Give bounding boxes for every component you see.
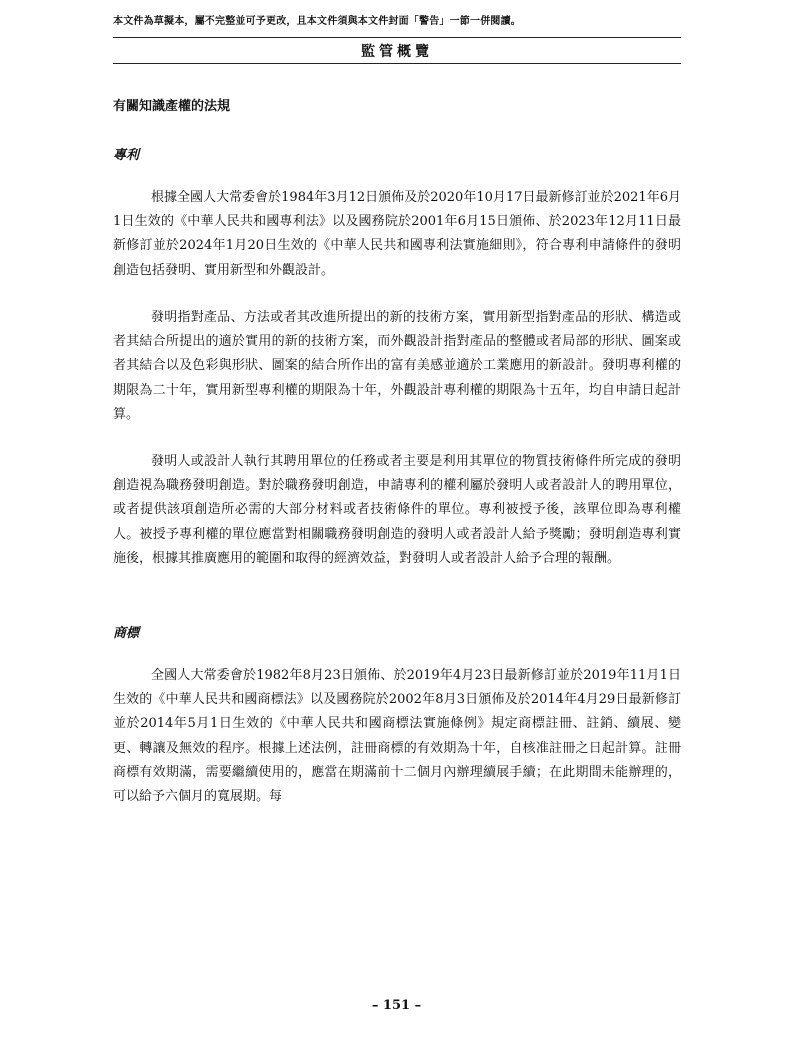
patent-heading: 專利 bbox=[113, 148, 140, 163]
draft-notice: 本文件為草擬本，屬不完整並可予更改，且本文件須與本文件封面「警告」一節一併閱讀。 bbox=[113, 16, 521, 27]
trademark-paragraph-1: 全國人大常委會於1982年8月23日頒佈、於2019年4月23日最新修訂並於2019年11月1日生效的《中華人民共和國商標法》以及國務院於2002年8月3日頒佈及於2014年4月29日最新修訂並於2014年5月1日生效的《中華人民共和國商標法實施條例》規定商標註冊、註銷、續展、變更、轉讓及無效的程序。根據上述法例，註冊商標的有效期為十年，自核准註冊之日起計算。註冊商標有效期滿，需要繼續使用的，應當在期滿前十二個月內辦理續展手續；在此期間未能辦理的，可以給予六個月的寬展期。每 bbox=[113, 668, 681, 805]
page-number: – 151 – bbox=[371, 998, 422, 1013]
section-heading: 有關知識產權的法規 bbox=[113, 99, 231, 114]
header-rule-bottom bbox=[113, 63, 681, 64]
patent-paragraph-1: 根據全國人大常委會於1984年3月12日頒佈及於2020年10月17日最新修訂並於2021年6月1日生效的《中華人民共和國專利法》以及國務院於2001年6月15日頒佈、於2023年12月11日最新修訂並於2024年1月20日生效的《中華人民共和國專利法實施細則》，符合專利申請條件的發明創造包括發明、實用新型和外觀設計。 bbox=[113, 190, 681, 278]
patent-paragraph-2: 發明指對產品、方法或者其改進所提出的新的技術方案，實用新型指對產品的形狀、構造或者其結合所提出的適於實用的新的技術方案，而外觀設計指對產品的整體或者局部的形狀、圖案或者其結合以及色彩與形狀、圖案的結合所作出的富有美感並適於工業應用的新設計。發明專利權的期限為二十年，實用新型專利權的期限為十年，外觀設計專利權的期限為十五年，均自申請日起計算。 bbox=[113, 310, 681, 422]
header-rule-top bbox=[113, 37, 681, 38]
page-title: 監管概覽 bbox=[361, 44, 433, 60]
patent-paragraph-3: 發明人或設計人執行其聘用單位的任務或者主要是利用其單位的物質技術條件所完成的發明創造視為職務發明創造。對於職務發明創造，申請專利的權利屬於發明人或者設計人的聘用單位，或者提供該項創造所必需的大部分材料或者技術條件的單位。專利被授予後，該單位即為專利權人。被授予專利權的單位應當對相關職務發明創造的發明人或者設計人給予獎勵；發明創造專利實施後，根據其推廣應用的範圍和取得的經濟效益，對發明人或者設計人給予合理的報酬。 bbox=[113, 454, 681, 566]
trademark-heading: 商標 bbox=[113, 626, 140, 641]
